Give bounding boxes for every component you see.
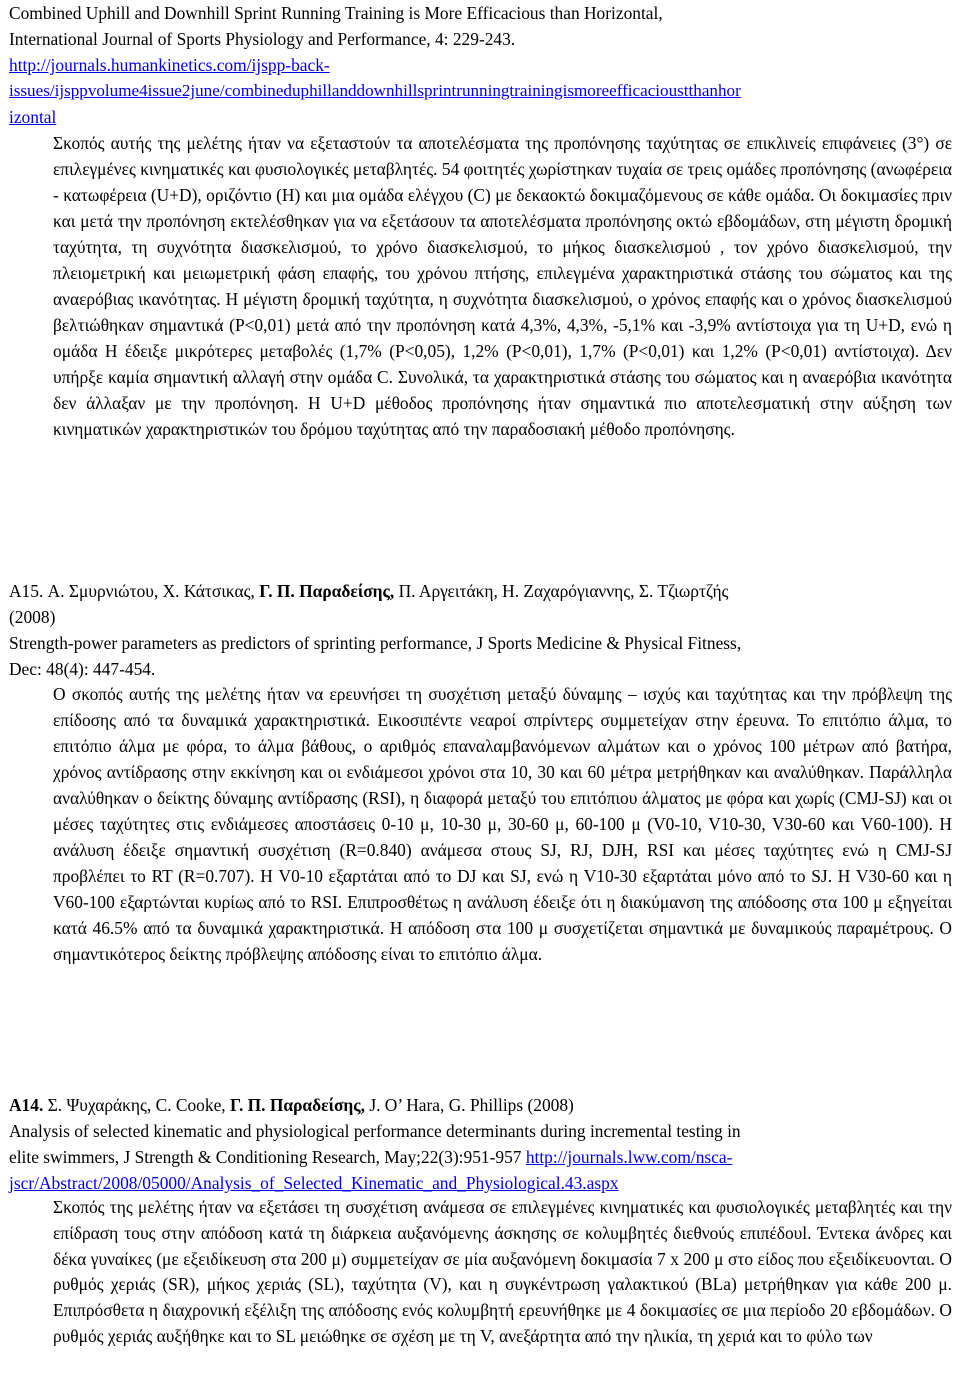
reference-a15-title-line-1: Strength-power parameters as predictors of sprinting performance, J Sports Medicine & Physical Fitness,: [9, 633, 742, 653]
reference-a15-suffix: Π. Αργειτάκη, Η. Ζαχαρόγιαννης, Σ. Τζιωρτζής: [394, 581, 729, 601]
reference-a14-title-line-2: [9, 1144, 952, 1170]
reference-a14-title-line-1: Analysis of selected kinematic and physiological performance determinants during incremental testing in: [9, 1121, 741, 1141]
reference-header: [9, 0, 952, 130]
reference-a14: [9, 1092, 952, 1196]
reference-a14-authors-post: J. O’ Hara, G. Phillips (2008): [365, 1095, 574, 1115]
reference-a15-prefix: A15. Α. Σμυρνιώτου, Χ. Κάτσικας,: [9, 581, 260, 601]
reference-a15-authors: [9, 578, 952, 604]
reference-a15-year: (2008): [9, 607, 56, 627]
reference-a14-title-line-2-text: elite swimmers, J Strength & Conditioning Research, May;22(3):951-957: [9, 1147, 526, 1167]
reference-a14-bold-author: Γ. Π. Παραδείσης,: [230, 1095, 365, 1115]
header-url-line-3[interactable]: izontal: [9, 107, 57, 127]
reference-a14-prefix: A14.: [9, 1095, 44, 1115]
reference-a15-bold-author: Γ. Π. Παραδείσης,: [259, 581, 395, 601]
abstract-paragraph-1: Σκοπός αυτής της μελέτης ήταν να εξεταστούν τα αποτελέσματα της προπόνησης ταχύτητας σε επικλινείς επιφάνειες (3°) σε επιλεγμένες κινηματικές και φυσιολογικές μεταβλητές. 54 φοιτητές χωρίστηκαν τυχαία σε τρεις ομάδες προπόνησης (ανωφέρεια - κατωφέρεια (U+D), οριζόντιο (H) και μια ομάδα ελέγχου (C) με δεκαοκτώ δοκιμαζόμενους σε κάθε ομάδα. Οι δοκιμασίες πριν και μετά την προπόνηση εκτελέσθηκαν για να εξετάσουν τα αποτελέσματα προπόνησης οκτώ εβδομάδων, στη μέγιστη δρομική ταχύτητα, τη συχνότητα διασκελισμού, το χρόνο διασκελισμού, το μήκος διασκελισμού , τον χρόνο διασκελισμού, την πλειομετρική και μειωμετρική φάση επαφής, του χρόνου πτήσης, επιλεγμένα χαρακτηριστικά στάσης του σώματος και της αναερόβιας ικανότητας. Η μέγιστη δρομική ταχύτητα, η συχνότητα διασκελισμού, ο χρόνος επαφής και ο χρόνος διασκελισμού βελτιώθηκαν σημαντικά (P<0,01) μετά από την προπόνηση κατά 4,3%, 4,3%, -5,1% και -3,9% αντίστοιχα για τη U+D, ενώ η ομάδα H έδειξε μικρότερες μεταβολές (1,7% (P<0,05), 1,2% (P<0,01), 1,7% (P<0,01) και 1,2% (P<0,01) αντίστοιχα). Δεν υπήρξε καμία σημαντική αλλαγή στην ομάδα C. Συνολικά, τα χαρακτηριστικά στάσης του σώματος και η αναερόβια ικανότητα δεν άλλαξαν με την προπόνηση. Η U+D μέθοδος προπόνησης ήταν σημαντικά πιο αποτελεσματική στην αύξηση των κινηματικών χαρακτηριστικών του δρόμου ταχύτητας από την παραδοσιακή μέθοδο προπόνησης.: [53, 133, 952, 439]
abstract-paragraph-3: Σκοπός της μελέτης ήταν να εξετάσει τη συσχέτιση ανάμεσα σε επιλεγμένες κινηματικές και φυσιολογικές μεταβλητές και την επίδραση τους στην απόδοση κατά τη διάρκεια αυξανόμενης άσκησης σε κολυμβητές διεθνούς επιπέδουl. Έντεκα άνδρες και δέκα γυναίκες (με εξειδίκευση στα 200 μ) συμμετείχαν σε μία αυξανόμενη δοκιμασία 7 x 200 μ στο είδος που εξειδίκευονται. Ο ρυθμός χεριάς (SR), μήκος χεριάς (SL), ταχύτητα (V), και η συγκέντρωση γαλακτικού (BLa) μετρήθηκαν για κάθε 200 μ. Επιπρόσθετα η διαχρονική εξέλιξη της απόδοσης ενός κολυμβητή ερευνήθηκε με 4 δοκιμασίες σε μια περίοδο 20 εβδομάδων. Ο ρυθμός χεριάς αυξήθηκε και το SL μειώθηκε σε σχέση με τη V, ανεξάρτητα από την ηλικία, τη χεριά και το φύλο των: [53, 1197, 952, 1346]
header-journal-line: International Journal of Sports Physiology and Performance, 4: 229-243.: [9, 29, 516, 49]
header-url-line-2[interactable]: issues/ijsppvolume4issue2june/combineduphillanddownhillsprintrunningtrainingismoreefficacioustthanhor: [9, 81, 741, 100]
reference-a15-title-line-2: Dec: 48(4): 447-454.: [9, 659, 156, 679]
reference-a14-authors-pre: Σ. Ψυχαράκης, C. Cooke,: [43, 1095, 230, 1115]
header-title-line: Combined Uphill and Downhill Sprint Running Training is More Efficacious than Horizontal,: [9, 3, 663, 23]
reference-a14-url-part-1[interactable]: http://journals.lww.com/nsca-: [525, 1147, 733, 1167]
reference-a15: [9, 578, 952, 682]
reference-a14-authors: [9, 1092, 952, 1118]
header-url-line-1[interactable]: http://journals.humankinetics.com/ijspp-back-: [9, 55, 330, 75]
reference-a14-url-part-2[interactable]: jscr/Abstract/2008/05000/Analysis_of_Selected_Kinematic_and_Physiological.43.aspx: [9, 1173, 619, 1193]
abstract-paragraph-2: Ο σκοπός αυτής της μελέτης ήταν να ερευνήσει τη συσχέτιση μεταξύ δύναμης – ισχύς και ταχύτητας και την πρόβλεψη της επίδοσης από τα δυναμικά χαρακτηριστικά. Εικοσιπέντε νεαροί σπρίντερς συμμετείχαν στην έρευνα. Το επιτόπιο άλμα, το επιτόπιο άλμα με φόρα, το άλμα βάθους, ο αριθμός επαναλαμβανόμενων αλμάτων και ο χρόνος 100 μέτρων από βατήρα, χρόνος αντίδρασης στην εκκίνηση και οι ενδιάμεσοι χρόνοι στα 10, 30 και 60 μέτρα μετρήθηκαν και αναλύθηκαν. Παράλληλα αναλύθηκαν ο δείκτης δύναμης αντίδρασης (RSI), η διαφορά μεταξύ του επιτόπιου άλματος με φόρα και χωρίς (CMJ-SJ) και οι μέσες ταχύτητες στις ενδιάμεσες αποστάσεις 0-10 μ, 10-30 μ, 30-60 μ, 60-100 μ (V0-10, V10-30, V30-60 και V60-100). Η ανάλυση έδειξε σημαντική συσχέτιση (R=0.840) ανάμεσα στους SJ, RJ, DJH, RSI και μέσες ταχύτητες ενώ η CMJ-SJ προβλέπει το RT (R=0.707). Η V0-10 εξαρτάται από το DJ και SJ, ενώ η V10-30 εξαρτάται μόνο από το SJ. Η V30-60 και η V60-100 εξαρτώνται κυρίως από το RSI. Επιπροσθέτως η ανάλυση έδειξε ότι η διακύμανση της απόδοσης στα 100 μ εξηγείται κατά 46.5% από τα δυναμικά χαρακτηριστικά. Η απόδοση στα 100 μ συσχετίζεται σημαντικά με δυναμικούς παραμέτρους. Ο σημαντικότερος δείκτης πρόβλεψης απόδοσης είναι το επιτόπιο άλμα.: [53, 684, 952, 964]
